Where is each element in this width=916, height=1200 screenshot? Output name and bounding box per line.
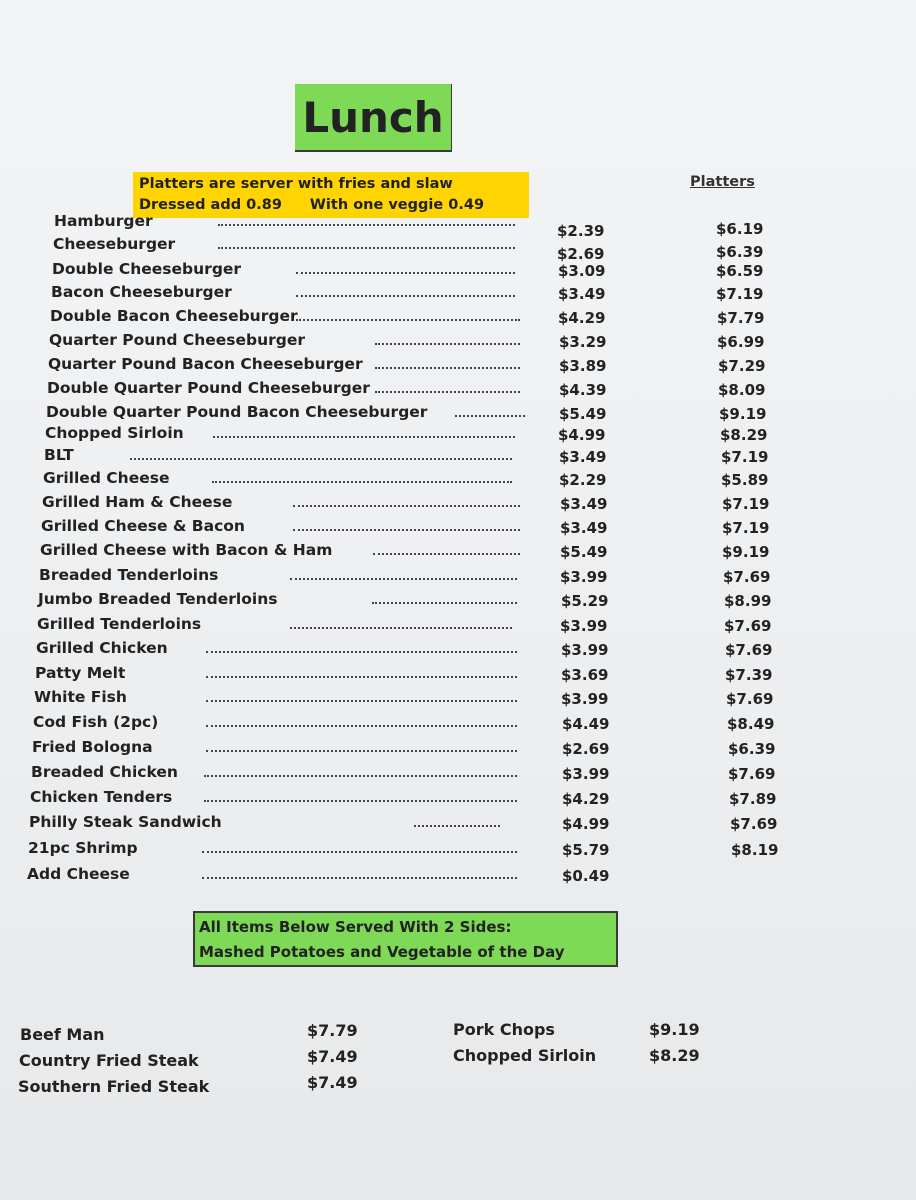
menu-item-name: Bacon Cheeseburger bbox=[51, 283, 232, 301]
menu-item bbox=[0, 839, 779, 861]
menu-item-price: $5.79 bbox=[562, 841, 610, 859]
menu-item-price: $2.69 bbox=[557, 245, 605, 263]
menu-item-price: $5.49 bbox=[560, 543, 608, 561]
menu-item-price: $5.29 bbox=[561, 592, 609, 610]
dot-leader bbox=[296, 319, 520, 321]
menu-item-price: $3.69 bbox=[561, 666, 609, 684]
dot-leader bbox=[375, 343, 520, 345]
entree-name: Chopped Sirloin bbox=[453, 1046, 597, 1065]
menu-item-name: Breaded Tenderloins bbox=[39, 566, 219, 584]
menu-item-platter-price: $8.19 bbox=[731, 841, 779, 859]
menu-item bbox=[0, 260, 764, 282]
dressed-note: Dressed add 0.89 bbox=[139, 197, 282, 213]
menu-item-name: 21pc Shrimp bbox=[28, 839, 138, 857]
menu-item bbox=[0, 688, 774, 710]
menu-item-price: $3.99 bbox=[560, 617, 608, 635]
dot-leader bbox=[293, 529, 520, 531]
menu-item-price: $4.49 bbox=[562, 715, 610, 733]
menu-item-platter-price: $6.59 bbox=[716, 262, 764, 280]
dot-leader bbox=[204, 775, 517, 777]
menu-item-platter-price: $8.99 bbox=[724, 592, 772, 610]
dot-leader bbox=[218, 224, 515, 226]
entree-price: $9.19 bbox=[649, 1020, 700, 1039]
dot-leader bbox=[218, 247, 515, 249]
menu-item-price: $3.09 bbox=[558, 262, 606, 280]
dot-leader bbox=[290, 578, 517, 580]
menu-item-platter-price: $8.29 bbox=[720, 426, 768, 444]
menu-item-platter-price: $8.09 bbox=[718, 381, 766, 399]
dot-leader bbox=[290, 627, 512, 629]
menu-item-name: Fried Bologna bbox=[32, 738, 153, 756]
menu-item-name: BLT bbox=[44, 446, 74, 464]
menu-item-platter-price: $7.29 bbox=[718, 357, 766, 375]
menu-item-platter-price: $7.89 bbox=[729, 790, 777, 808]
menu-item-name: Double Quarter Pound Cheeseburger bbox=[47, 379, 370, 397]
dot-leader bbox=[372, 602, 517, 604]
menu-item-name: Double Quarter Pound Bacon Cheeseburger bbox=[46, 403, 428, 421]
dot-leader bbox=[130, 458, 512, 460]
dot-leader bbox=[455, 415, 525, 417]
entree-price: $8.29 bbox=[649, 1046, 700, 1065]
menu-item-name: Chicken Tenders bbox=[30, 788, 173, 806]
menu-item-price: $3.49 bbox=[560, 519, 608, 537]
menu-item-name: Grilled Cheese with Bacon & Ham bbox=[40, 541, 333, 559]
menu-item-platter-price: $7.19 bbox=[722, 495, 770, 513]
menu-item-name: Patty Melt bbox=[35, 664, 126, 682]
dot-leader bbox=[296, 272, 515, 274]
menu-item-name: Breaded Chicken bbox=[31, 763, 178, 781]
menu-item-name: White Fish bbox=[34, 688, 127, 706]
dot-leader bbox=[375, 367, 520, 369]
menu-item-platter-price: $7.19 bbox=[722, 519, 770, 537]
menu-item-platter-price: $7.69 bbox=[724, 617, 772, 635]
dot-leader bbox=[414, 825, 500, 827]
menu-item bbox=[0, 355, 766, 377]
dot-leader bbox=[213, 436, 515, 438]
menu-title-text: Lunch bbox=[302, 92, 444, 142]
entree-name: Beef Man bbox=[20, 1025, 105, 1044]
entree-name: Southern Fried Steak bbox=[18, 1077, 210, 1096]
menu-item-name: Cod Fish (2pc) bbox=[33, 713, 159, 731]
menu-item bbox=[0, 541, 770, 563]
entree-price: $7.49 bbox=[307, 1073, 358, 1092]
menu-item bbox=[0, 517, 770, 539]
menu-item-name: Grilled Chicken bbox=[36, 639, 168, 657]
menu-item-name: Double Bacon Cheeseburger bbox=[50, 307, 298, 325]
menu-item bbox=[0, 615, 772, 637]
menu-item-platter-price: $6.19 bbox=[716, 220, 764, 238]
menu-title bbox=[295, 84, 452, 152]
menu-item bbox=[0, 331, 765, 353]
menu-item-platter-price: $9.19 bbox=[722, 543, 770, 561]
menu-item bbox=[0, 235, 764, 263]
menu-item-platter-price: $7.39 bbox=[725, 666, 773, 684]
menu-item-platter-price: $5.89 bbox=[721, 471, 769, 489]
menu-item-platter-price: $7.19 bbox=[716, 285, 764, 303]
dot-leader bbox=[293, 505, 520, 507]
menu-item-price: $3.99 bbox=[561, 690, 609, 708]
entree-price: $7.79 bbox=[307, 1021, 358, 1040]
menu-item bbox=[0, 813, 778, 835]
menu-item-name: Double Cheeseburger bbox=[52, 260, 242, 278]
menu-item bbox=[0, 566, 771, 588]
menu-item-price: $4.99 bbox=[562, 815, 610, 833]
menu-item-platter-price: $7.69 bbox=[728, 765, 776, 783]
menu-item-price: $2.29 bbox=[559, 471, 607, 489]
menu-item bbox=[0, 283, 764, 305]
dot-leader bbox=[296, 295, 515, 297]
menu-item-platter-price: $7.69 bbox=[730, 815, 778, 833]
menu-item bbox=[0, 713, 775, 735]
menu-item bbox=[0, 307, 765, 329]
dot-leader bbox=[212, 481, 512, 483]
menu-item bbox=[0, 590, 772, 612]
menu-item-price: $3.49 bbox=[559, 448, 607, 466]
sides-note-line2: Mashed Potatoes and Vegetable of the Day bbox=[199, 943, 565, 961]
menu-item bbox=[0, 738, 776, 760]
entree-name: Country Fried Steak bbox=[19, 1051, 199, 1070]
dot-leader bbox=[373, 553, 520, 555]
menu-item-platter-price: $9.19 bbox=[719, 405, 767, 423]
menu-item-platter-price: $8.49 bbox=[727, 715, 775, 733]
menu-item-price: $5.49 bbox=[559, 405, 607, 423]
menu-item bbox=[0, 763, 776, 785]
menu-item-price: $4.39 bbox=[559, 381, 607, 399]
menu-item-platter-price: $6.39 bbox=[716, 243, 764, 261]
menu-item-price: $3.29 bbox=[559, 333, 607, 351]
dot-leader bbox=[206, 651, 517, 653]
menu-item-name: Grilled Ham & Cheese bbox=[42, 493, 233, 511]
menu-item-price: $4.29 bbox=[562, 790, 610, 808]
menu-item-price: $3.89 bbox=[559, 357, 607, 375]
menu-item bbox=[0, 424, 768, 446]
menu-item-name: Grilled Cheese bbox=[43, 469, 170, 487]
menu-item-name: Cheeseburger bbox=[53, 235, 176, 253]
menu-item-name: Quarter Pound Cheeseburger bbox=[49, 331, 306, 349]
entree-name: Pork Chops bbox=[453, 1020, 555, 1039]
menu-item-platter-price: $7.69 bbox=[723, 568, 771, 586]
platter-note-line1: Platters are server with fries and slaw bbox=[139, 176, 453, 192]
menu-item-platter-price: $6.39 bbox=[728, 740, 776, 758]
menu-item-platter-price: $7.69 bbox=[726, 690, 774, 708]
dot-leader bbox=[206, 750, 517, 752]
menu-item-name: Hamburger bbox=[54, 212, 153, 230]
menu-item-platter-price: $7.79 bbox=[717, 309, 765, 327]
menu-item-price: $3.99 bbox=[562, 765, 610, 783]
menu-item bbox=[0, 379, 766, 401]
sides-note bbox=[193, 911, 618, 967]
menu-item-name: Chopped Sirloin bbox=[45, 424, 184, 442]
menu-item-name: Quarter Pound Bacon Cheeseburger bbox=[48, 355, 363, 373]
menu-item-price: $3.99 bbox=[561, 641, 609, 659]
dot-leader bbox=[206, 700, 517, 702]
veggie-note: With one veggie 0.49 bbox=[309, 197, 485, 213]
menu-item-name: Add Cheese bbox=[27, 865, 130, 883]
menu-item bbox=[0, 865, 760, 887]
menu-item bbox=[0, 212, 764, 240]
menu-item-price: $3.49 bbox=[560, 495, 608, 513]
menu-item-name: Philly Steak Sandwich bbox=[29, 813, 222, 831]
menu-item-price: $2.39 bbox=[557, 222, 605, 240]
menu-item bbox=[0, 469, 769, 491]
dot-leader bbox=[202, 877, 517, 879]
menu-item bbox=[0, 788, 777, 810]
menu-item-price: $4.99 bbox=[558, 426, 606, 444]
menu-item bbox=[0, 403, 767, 425]
dot-leader bbox=[206, 725, 517, 727]
platters-header: Platters bbox=[690, 174, 755, 190]
menu-item-price: $4.29 bbox=[558, 309, 606, 327]
dot-leader bbox=[375, 391, 520, 393]
menu-item-price: $3.99 bbox=[560, 568, 608, 586]
menu-item-price: $3.49 bbox=[558, 285, 606, 303]
menu-item-platter-price: $6.99 bbox=[717, 333, 765, 351]
menu-item-name: Grilled Tenderloins bbox=[37, 615, 202, 633]
menu-item-price: $0.49 bbox=[562, 867, 610, 885]
entree-price: $7.49 bbox=[307, 1047, 358, 1066]
menu-item bbox=[0, 446, 769, 468]
dot-leader bbox=[202, 851, 517, 853]
dot-leader bbox=[204, 800, 517, 802]
menu-item-price: $2.69 bbox=[562, 740, 610, 758]
dot-leader bbox=[206, 676, 517, 678]
menu-item bbox=[0, 493, 770, 515]
menu-item-platter-price: $7.19 bbox=[721, 448, 769, 466]
menu-item bbox=[0, 664, 773, 686]
menu-item bbox=[0, 639, 773, 661]
menu-item-name: Jumbo Breaded Tenderloins bbox=[38, 590, 278, 608]
sides-note-line1: All Items Below Served With 2 Sides: bbox=[199, 918, 512, 936]
menu-item-platter-price: $7.69 bbox=[725, 641, 773, 659]
menu-item-name: Grilled Cheese & Bacon bbox=[41, 517, 245, 535]
